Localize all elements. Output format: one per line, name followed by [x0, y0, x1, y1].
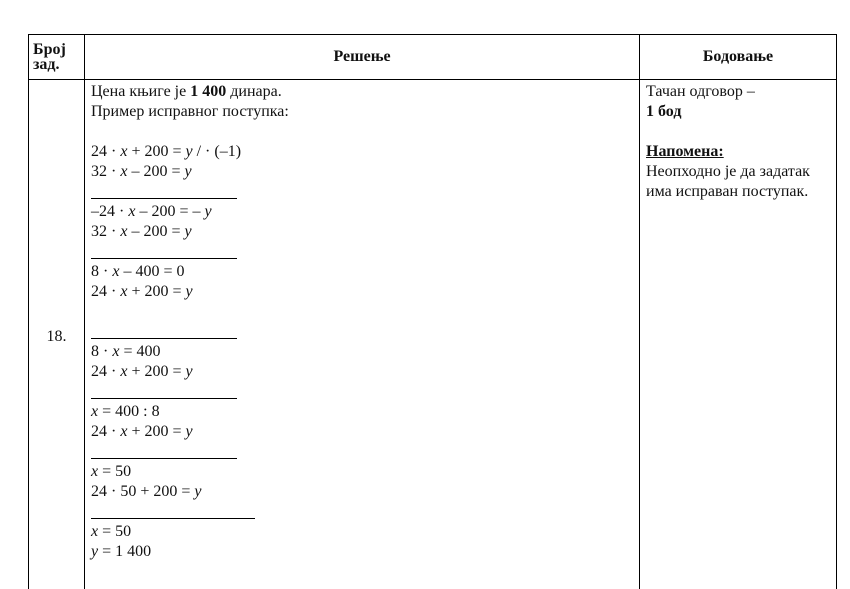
correct-answer-label: Тачан одговор – [646, 83, 755, 100]
equation-line: 32 · x – 200 = y [91, 223, 192, 240]
divider-line [91, 242, 639, 262]
note-text: Неопходно је да задатак има исправан поступак. [646, 163, 810, 200]
divider-line [91, 322, 639, 342]
equation-line: 24 · x + 200 = y [91, 423, 193, 440]
equation-line: 8 · x = 400 [91, 343, 161, 360]
answer-prefix: Цена књиге је [91, 83, 191, 100]
header-task-number: Број зад. [29, 35, 85, 80]
equation-line: x = 50 [91, 523, 132, 540]
equation-line: 8 · x – 400 = 0 [91, 263, 185, 280]
header-scoring: Бодовање [640, 35, 837, 80]
example-label: Пример исправног поступка: [91, 103, 289, 120]
divider-line [91, 382, 639, 402]
equation-line: –24 · x – 200 = – y [91, 203, 212, 220]
equation-line: y = 1 400 [91, 543, 152, 560]
equation-line: x = 400 : 8 [91, 403, 160, 420]
solution-table-container [28, 34, 836, 589]
divider-line [91, 502, 639, 522]
table-header-row [29, 35, 837, 80]
equation-line: 24 · x + 200 = y / · (–1) [91, 143, 242, 160]
equation-line: x = 50 [91, 463, 132, 480]
answer-line [91, 82, 639, 102]
equation-line: 24 · x + 200 = y [91, 363, 193, 380]
equation-line: 24 · x + 200 = y [91, 283, 193, 300]
points-value: 1 бод [646, 103, 682, 120]
divider-line [91, 182, 639, 202]
note-title: Напомена: [646, 143, 724, 160]
answer-suffix: динара. [226, 83, 282, 100]
task-number: 18. [29, 80, 85, 589]
solution-cell [85, 80, 640, 589]
header-solution: Решење [85, 35, 640, 80]
table-row [29, 80, 837, 589]
solution-table [28, 34, 837, 589]
answer-value: 1 400 [190, 83, 227, 100]
scoring-cell [640, 80, 837, 589]
equation-line: 24 · 50 + 200 = y [91, 483, 202, 500]
equation-line: 32 · x – 200 = y [91, 163, 192, 180]
divider-line [91, 442, 639, 462]
